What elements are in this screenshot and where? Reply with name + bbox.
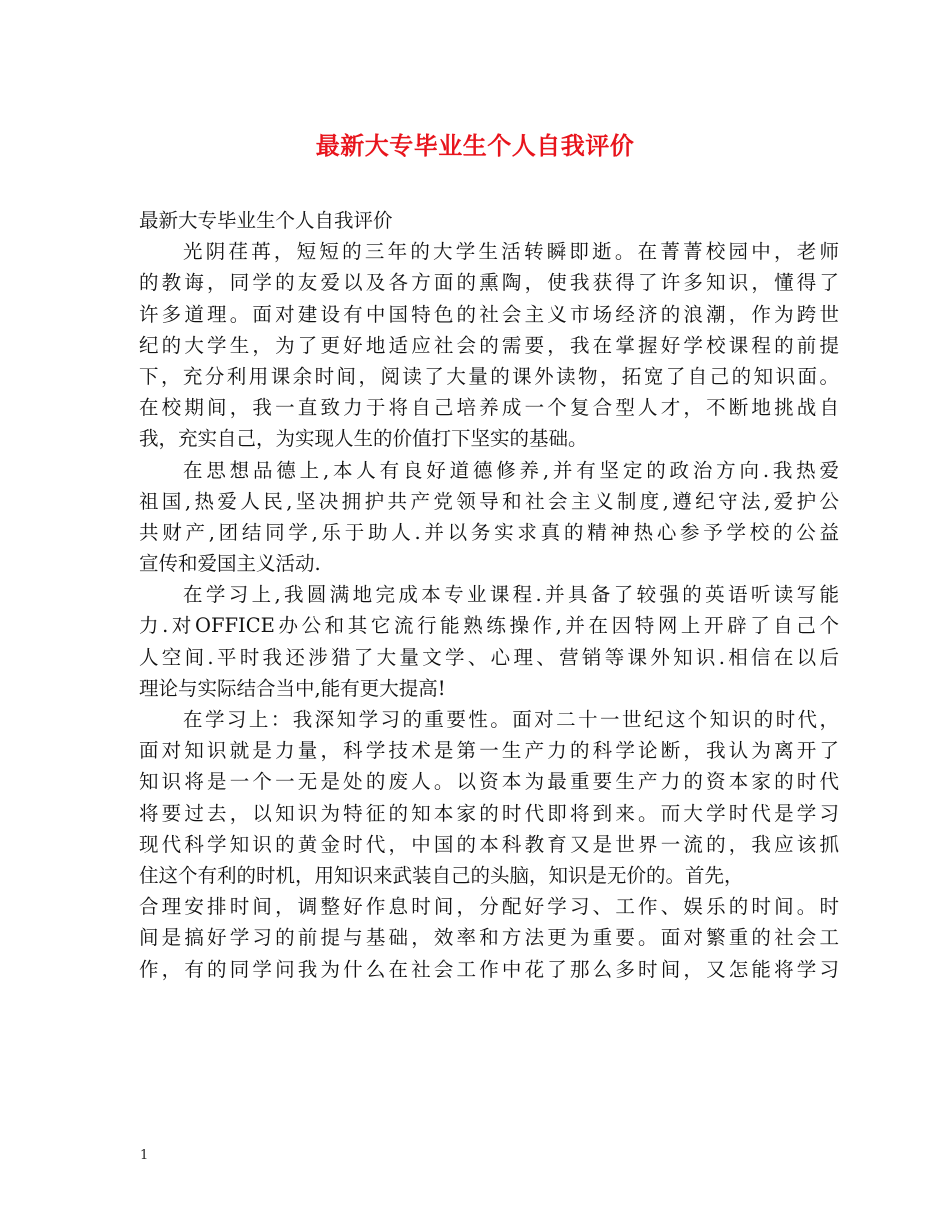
text-line: 许多道理。面对建设有中国特色的社会主义市场经济的浪潮，作为跨世: [139, 302, 839, 326]
text-line: 在思想品德上,本人有良好道德修养,并有坚定的政治方向.我热爱: [183, 458, 839, 482]
text-line: 在学习上,我圆满地完成本专业课程.并具备了较强的英语听读写能: [183, 583, 839, 607]
text-line: 的教诲，同学的友爱以及各方面的熏陶，使我获得了许多知识，懂得了: [139, 271, 839, 295]
text-line: 下，充分利用课余时间，阅读了大量的课外读物，拓宽了自己的知识面。: [139, 364, 839, 388]
text-line: 面对知识就是力量，科学技术是第一生产力的科学论断，我认为离开了: [139, 739, 839, 763]
text-line: 共财产,团结同学,乐于助人.并以务实求真的精神热心参予学校的公益: [139, 520, 839, 544]
text-line: 间是搞好学习的前提与基础，效率和方法更为重要。面对繁重的社会工: [139, 926, 839, 950]
text-line: 纪的大学生，为了更好地适应社会的需要，我在掌握好学校课程的前提: [139, 333, 839, 357]
text-line: 光阴荏苒，短短的三年的大学生活转瞬即逝。在菁菁校园中，老师: [183, 240, 839, 264]
text-line: 在学习上：我深知学习的重要性。面对二十一世纪这个知识的时代，: [183, 708, 839, 731]
page-number: 1: [140, 1148, 149, 1163]
text-line: 知识将是一个一无是处的废人。以资本为最重要生产力的资本家的时代: [139, 770, 839, 794]
text-line: 宣传和爱国主义活动.: [139, 552, 321, 576]
document-body: [139, 205, 839, 985]
text-line: 人空间.平时我还涉猎了大量文学、心理、营销等课外知识.相信在以后: [139, 645, 839, 669]
text-line: 将要过去，以知识为特征的知本家的时代即将到来。而大学时代是学习: [139, 801, 839, 825]
text-line: 在校期间，我一直致力于将自己培养成一个复合型人才，不断地挑战自: [139, 396, 839, 420]
text-line: 我，充实自己，为实现人生的价值打下坚实的基础。: [139, 427, 588, 451]
text-line: 力.对OFFICE办公和其它流行能熟练操作,并在因特网上开辟了自己个: [139, 614, 839, 638]
text-line: 合理安排时间，调整好作息时间，分配好学习、工作、娱乐的时间。时: [139, 895, 839, 919]
text-line: 住这个有利的时机，用知识来武装自己的头脑，知识是无价的。首先，: [139, 863, 744, 887]
text-line: 作，有的同学问我为什么在社会工作中花了那么多时间，又怎能将学习: [139, 957, 839, 981]
text-line: 祖国,热爱人民,坚决拥护共产党领导和社会主义制度,遵纪守法,爱护公: [139, 489, 839, 513]
text-line: 最新大专毕业生个人自我评价: [139, 209, 393, 232]
text-line: 现代科学知识的黄金时代，中国的本科教育又是世界一流的，我应该抓: [139, 832, 839, 856]
document-title: 最新大专毕业生个人自我评价: [315, 131, 635, 160]
text-line: 理论与实际结合当中,能有更大提高!: [139, 676, 446, 700]
